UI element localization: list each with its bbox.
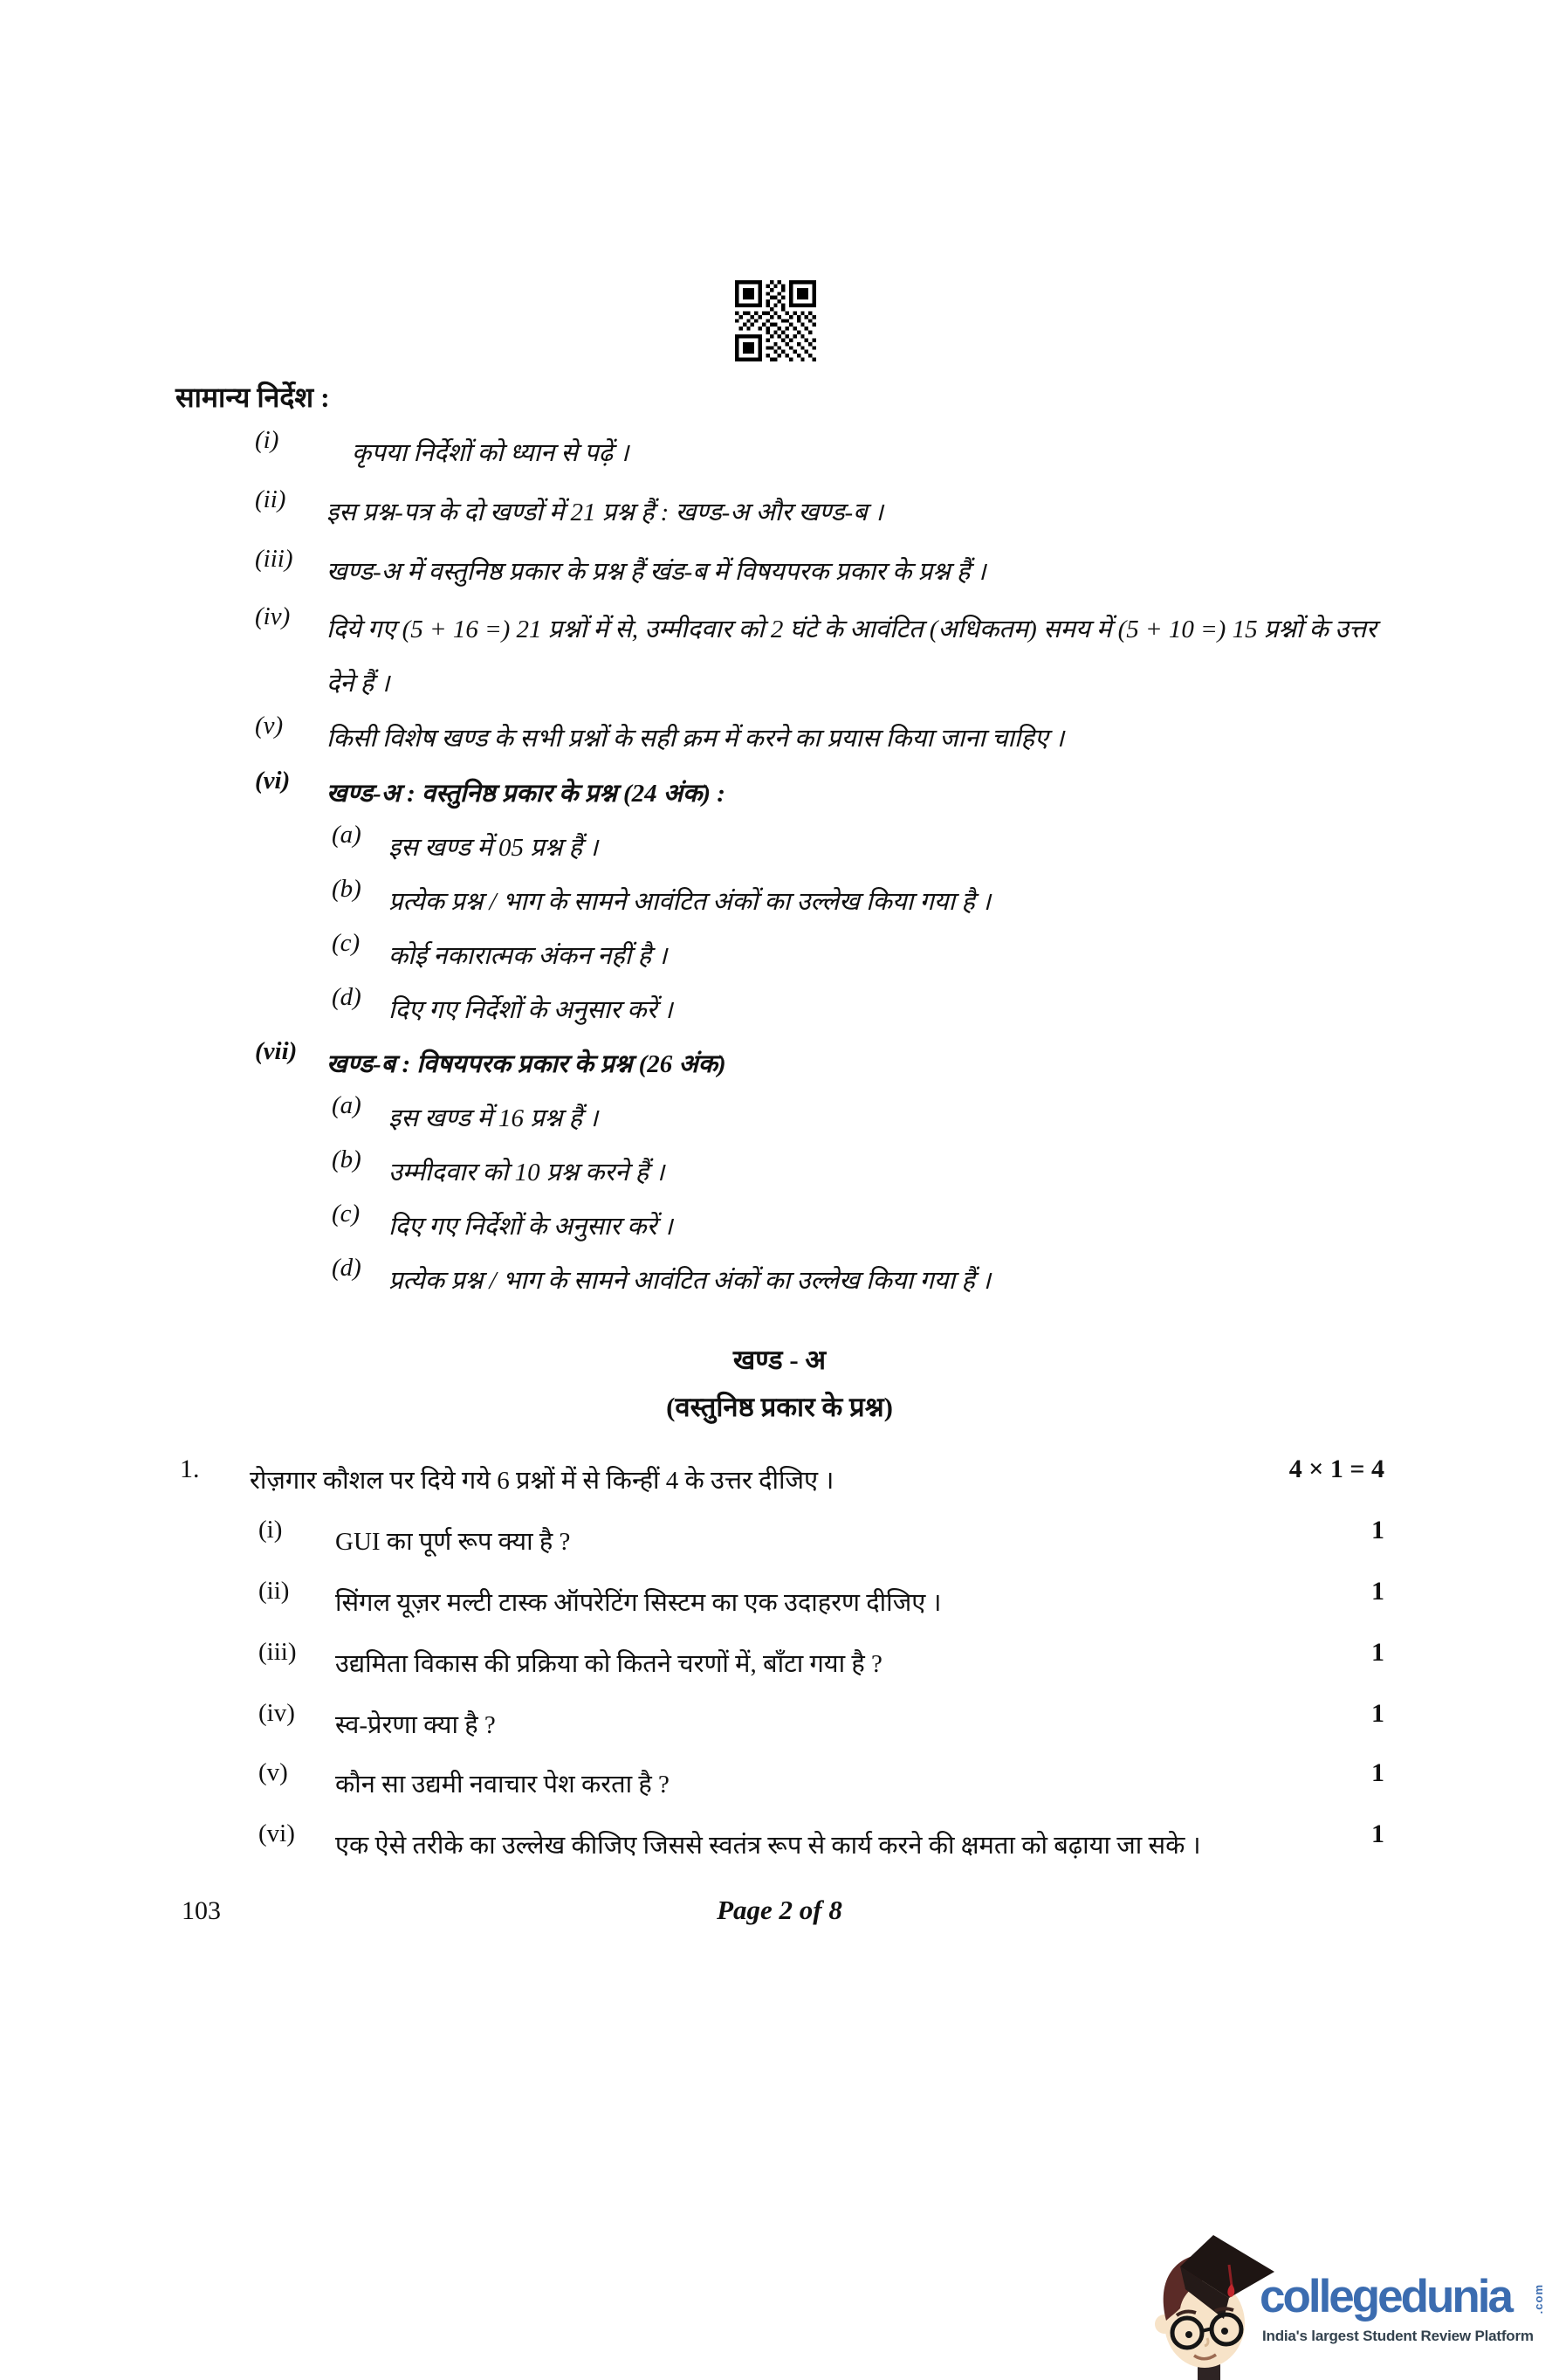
instruction-text: प्रत्येक प्रश्न / भाग के सामने आवंटित अंकों का उल्लेख किया गया हैं । xyxy=(388,1267,992,1295)
subquestion-text: एक ऐसे तरीके का उल्लेख कीजिए जिससे स्वतंत्र रूप से कार्य करने की क्षमता को बढ़ाया जा सके । xyxy=(335,1832,1201,1860)
section-a-title: खण्ड - अ xyxy=(732,1345,827,1375)
instruction-number: (v) xyxy=(255,712,284,739)
subquestion-marks: 1 xyxy=(1371,1516,1384,1544)
subquestion-text: उद्यमिता विकास की प्रक्रिया को कितने चरणों में, बाँटा गया है ? xyxy=(335,1650,883,1678)
subquestion-marks: 1 xyxy=(1371,1699,1384,1728)
section-a-subtitle: (वस्तुनिष्ठ प्रकार के प्रश्न) xyxy=(666,1392,893,1422)
collegedunia-logo xyxy=(1145,2233,1559,2380)
subquestion-number: (iii) xyxy=(258,1638,297,1666)
question-text: रोज़गार कौशल पर दिये गये 6 प्रश्नों में से किन्हीं 4 के उत्तर दीजिए । xyxy=(250,1467,834,1495)
instruction-number: (a) xyxy=(332,1091,361,1119)
instruction-number: (a) xyxy=(332,821,361,849)
instruction-number: (d) xyxy=(332,983,361,1011)
instruction-text: उम्मीदवार को 10 प्रश्न करने हैं । xyxy=(388,1159,665,1187)
subquestion-text: स्व-प्रेरणा क्या है ? xyxy=(335,1711,496,1739)
instruction-number: (b) xyxy=(332,875,361,903)
logo-tagline: India's largest Student Review Platform xyxy=(1262,2328,1534,2344)
instruction-text: दिए गए निर्देशों के अनुसार करें । xyxy=(388,1213,673,1241)
subquestion-number: (iv) xyxy=(258,1699,295,1727)
instruction-text: खण्ड-अ : वस्तुनिष्ठ प्रकार के प्रश्न (24 अंक) : xyxy=(326,780,725,808)
instruction-text: दिये गए (5 + 16 =) 21 प्रश्नों में से, उम्मीदवार को 2 घंटे के आवंटित (अधिकतम) समय में (5 + 10 =) 15 प्रश्नों के उत्तर देने हैं । xyxy=(326,616,1377,698)
paper-code: 103 xyxy=(182,1896,221,1925)
subquestion-text: GUI का पूर्ण रूप क्या है ? xyxy=(335,1528,571,1556)
instruction-number: (iv) xyxy=(255,602,291,630)
logo-domain-suffix: .com xyxy=(1532,2284,1545,2315)
instruction-text: खण्ड-अ में वस्तुनिष्ठ प्रकार के प्रश्न हैं खंड-ब में विषयपरक प्रकार के प्रश्न हैं । xyxy=(326,558,986,586)
subquestion-number: (ii) xyxy=(258,1577,290,1605)
instruction-number: (iii) xyxy=(255,545,293,573)
subquestion-marks: 1 xyxy=(1371,1758,1384,1787)
subquestion-marks: 1 xyxy=(1371,1577,1384,1606)
subquestion-text: कौन सा उद्यमी नवाचार पेश करता है ? xyxy=(335,1771,670,1799)
student-mascot-icon xyxy=(1145,2233,1278,2380)
instruction-text: इस खण्ड में 16 प्रश्न हैं । xyxy=(388,1104,599,1132)
instruction-number: (c) xyxy=(332,929,361,957)
subquestion-number: (i) xyxy=(258,1516,283,1544)
instruction-text: प्रत्येक प्रश्न / भाग के सामने आवंटित अंकों का उल्लेख किया गया है । xyxy=(388,888,992,916)
instruction-text: कृपया निर्देशों को ध्यान से पढ़ें । xyxy=(352,439,629,467)
instruction-text: दिए गए निर्देशों के अनुसार करें । xyxy=(388,996,673,1024)
subquestion-marks: 1 xyxy=(1371,1819,1384,1848)
instruction-number: (b) xyxy=(332,1145,361,1173)
instruction-text: कोई नकारात्मक अंकन नहीं है । xyxy=(388,942,668,970)
qr-code-image xyxy=(735,280,816,361)
page-indicator: Page 2 of 8 xyxy=(717,1895,842,1925)
subquestion-number: (vi) xyxy=(258,1819,295,1847)
instruction-number: (i) xyxy=(255,426,279,454)
instruction-number: (vii) xyxy=(255,1037,298,1065)
instruction-text: खण्ड-ब : विषयपरक प्रकार के प्रश्न (26 अंक) xyxy=(326,1050,726,1078)
subquestion-marks: 1 xyxy=(1371,1638,1384,1667)
logo-wordmark: collegedunia xyxy=(1260,2271,1511,2322)
instruction-number: (d) xyxy=(332,1254,361,1282)
instruction-number: (ii) xyxy=(255,485,286,513)
instruction-number: (vi) xyxy=(255,767,291,794)
instruction-text: किसी विशेष खण्ड के सभी प्रश्नों के सही क्रम में करने का प्रयास किया जाना चाहिए । xyxy=(326,725,1065,753)
instruction-number: (c) xyxy=(332,1200,361,1228)
general-instructions-heading: सामान्य निर्देश : xyxy=(175,382,330,413)
subquestion-number: (v) xyxy=(258,1758,288,1786)
instruction-text: इस खण्ड में 05 प्रश्न हैं । xyxy=(388,834,599,862)
question-number: 1. xyxy=(180,1455,200,1483)
subquestion-text: सिंगल यूज़र मल्टी टास्क ऑपरेटिंग सिस्टम का एक उदाहरण दीजिए । xyxy=(335,1589,942,1617)
question-marks: 4 × 1 = 4 xyxy=(1288,1455,1384,1483)
instruction-text: इस प्रश्न-पत्र के दो खण्डों में 21 प्रश्न हैं : खण्ड-अ और खण्ड-ब । xyxy=(326,499,883,526)
